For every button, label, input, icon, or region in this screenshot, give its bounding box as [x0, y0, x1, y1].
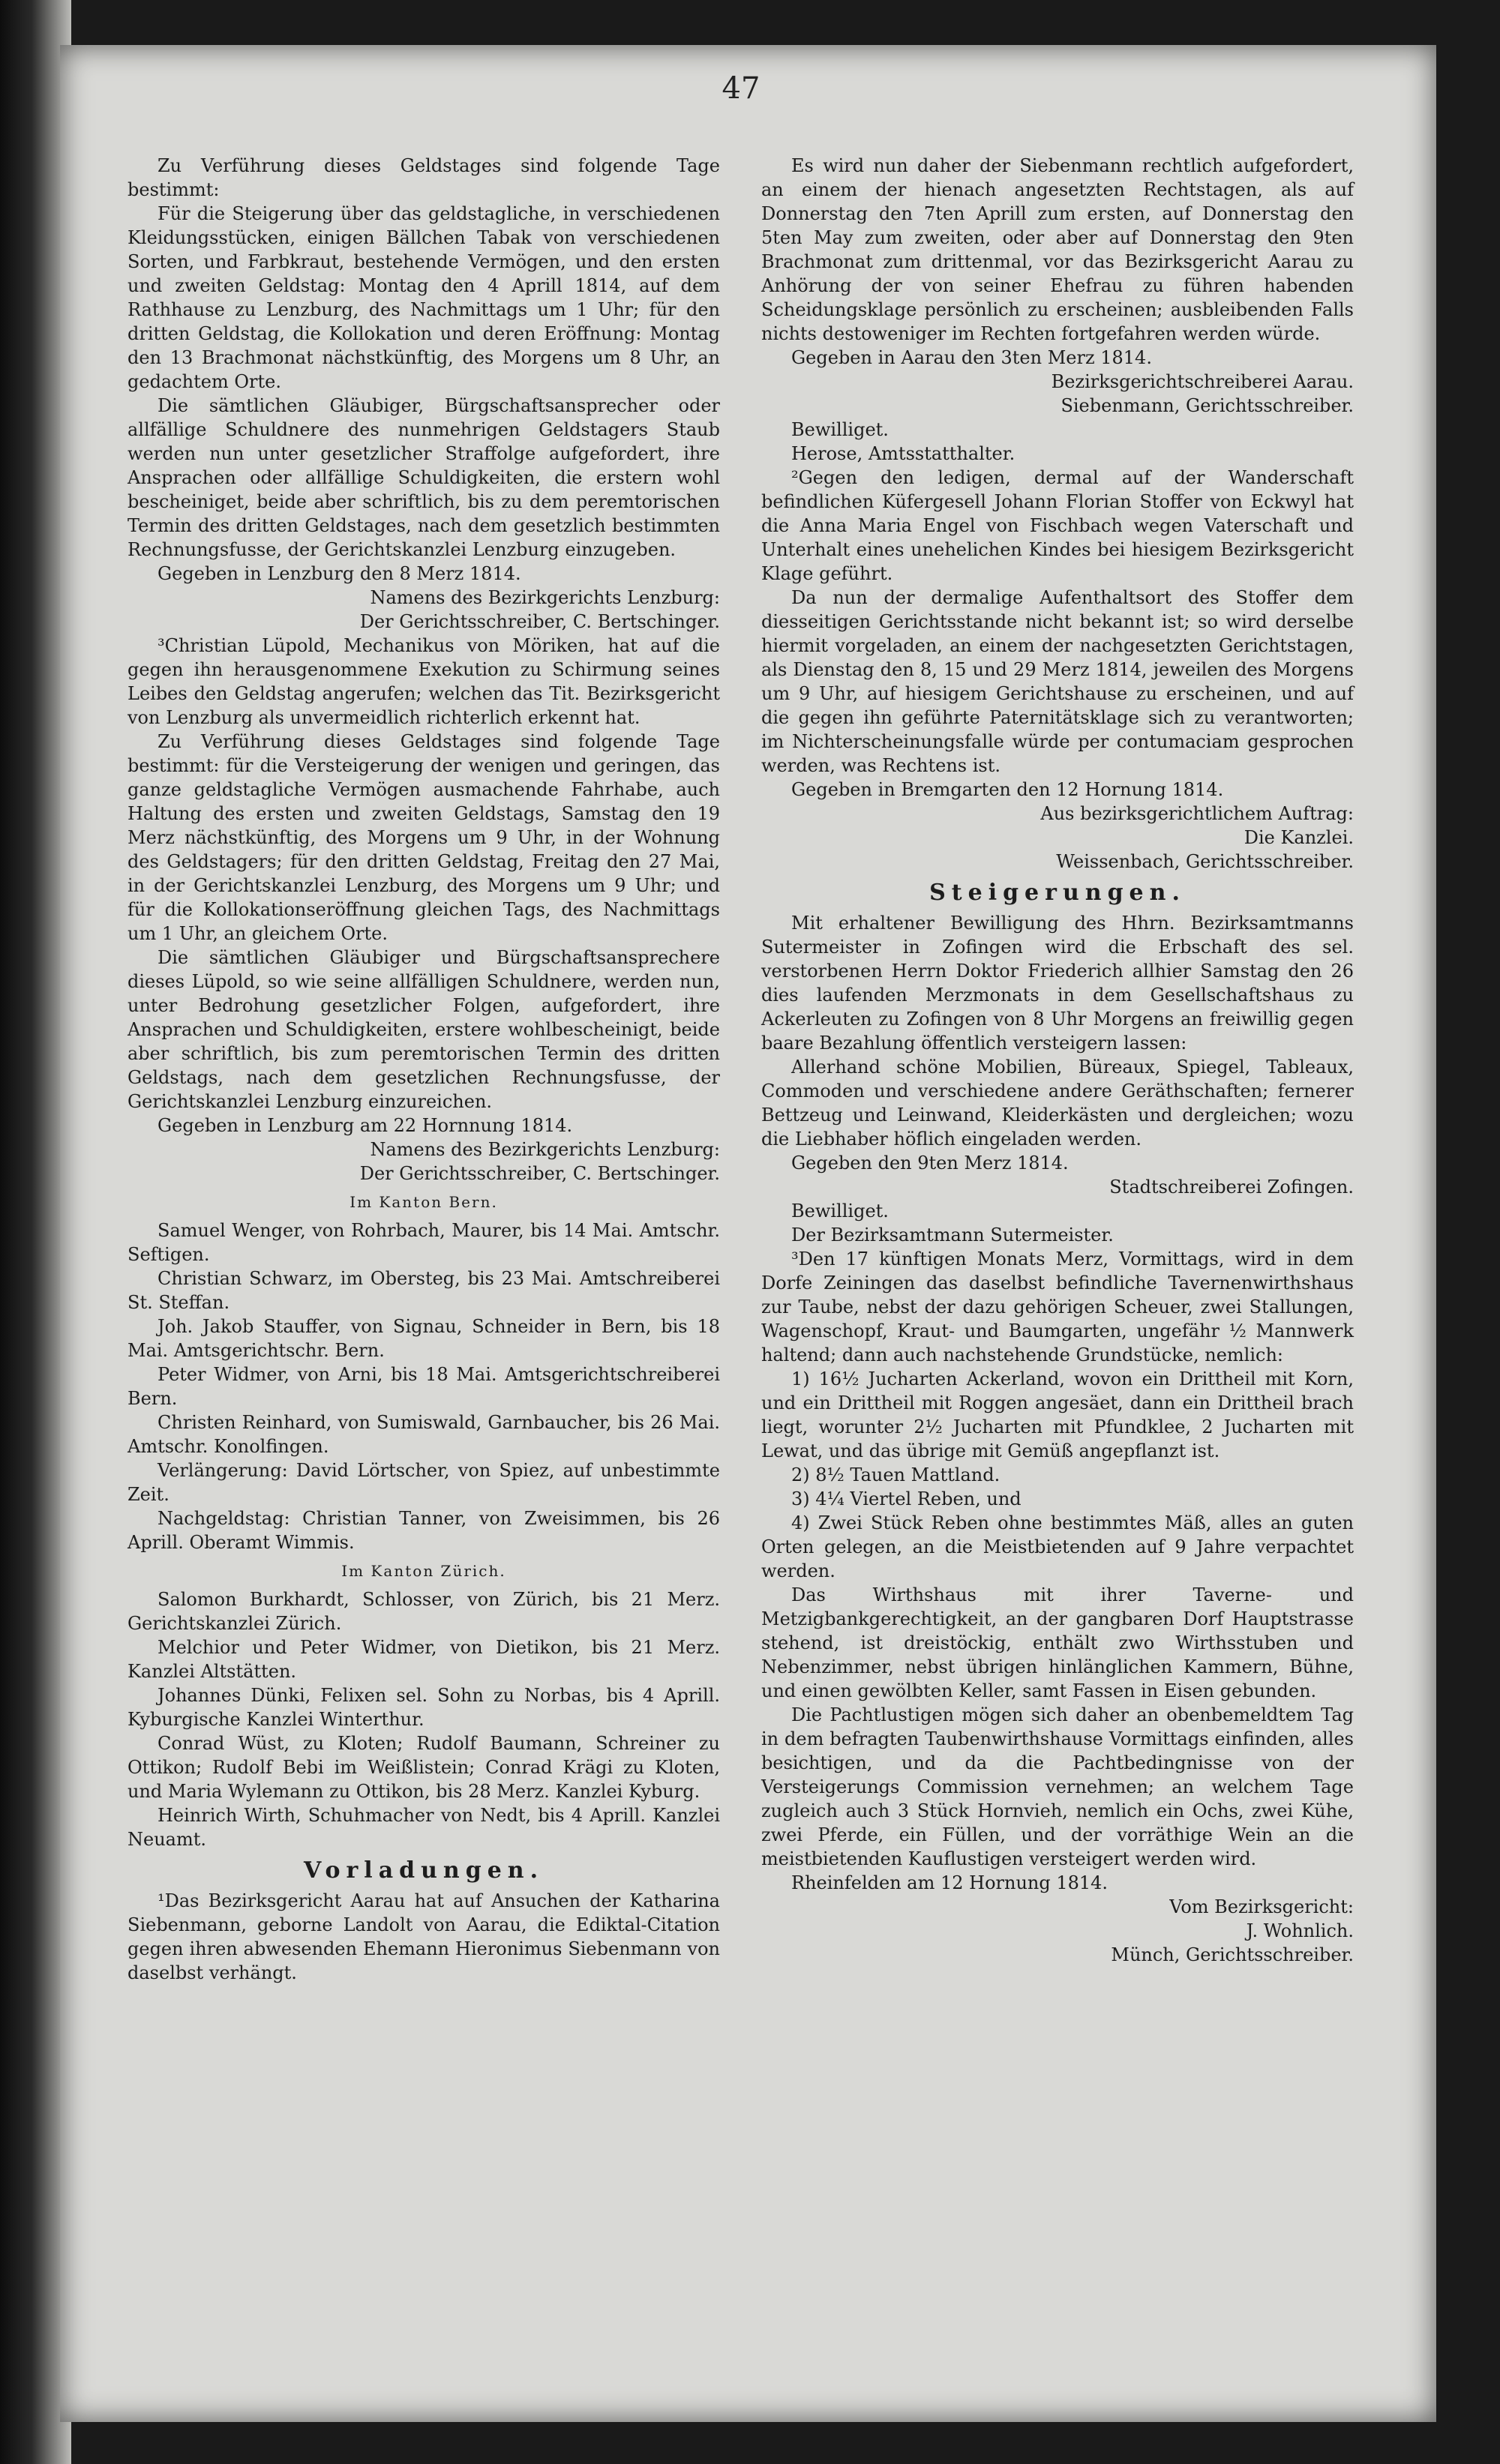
signature-line: Aus bezirksgerichtlichem Auftrag: [1040, 803, 1354, 824]
paragraph: Gegeben in Bremgarten den 12 Hornung 1814. [791, 779, 1224, 800]
paragraph: 4) Zwei Stück Reben ohne bestimmtes Mäß, alles an guten Orten gelegen, an die Meistbietenden auf 9 Jahre verpachtet werden. [761, 1512, 1354, 1581]
signature-line: Die Kanzlei. [1244, 827, 1354, 848]
paragraph: Allerhand schöne Mobilien, Büreaux, Spiegel, Tableaux, Commoden und verschiedene andere Geräthschaften; fernerer Bettzeug und Leinwand, Kleiderkästen und dergleichen; wozu die Liebhaber höflich eingeladen werden. [761, 1057, 1354, 1150]
paragraph: Melchior und Peter Widmer, von Dietikon, bis 21 Merz. Kanzlei Altstätten. [128, 1637, 720, 1682]
signature-line: J. Wohnlich. [1246, 1920, 1354, 1941]
paragraph: ²Gegen den ledigen, dermal auf der Wanderschaft befindlichen Küfergesell Johann Florian Stoffer von Eckwyl hat die Anna Maria Engel von Fischbach wegen Vaterschaft und Unterhalt eines unehelichen Kindes bei hiesigem Bezirksgericht Klage geführt. [761, 467, 1354, 584]
paragraph: Herose, Amtsstatthalter. [791, 443, 1016, 464]
paragraph: Gegeben in Lenzburg den 8 Merz 1814. [158, 563, 521, 584]
paragraph: Johannes Dünki, Felixen sel. Sohn zu Norbas, bis 4 Aprill. Kyburgische Kanzlei Winterthur. [128, 1685, 720, 1730]
paragraph: Joh. Jakob Stauffer, von Signau, Schneider in Bern, bis 18 Mai. Amtsgerichtschr. Bern. [128, 1316, 720, 1361]
signature-line: Vom Bezirksgericht: [1169, 1896, 1354, 1917]
paragraph: Conrad Wüst, zu Kloten; Rudolf Baumann, Schreiner zu Ottikon; Rudolf Bebi im Weißlistein; Conrad Krägi zu Kloten, und Maria Wylemann zu Ottikon, bis 28 Merz. Kanzlei Kyburg. [128, 1733, 720, 1802]
paragraph: Nachgeldstag: Christian Tanner, von Zweisimmen, bis 26 Aprill. Oberamt Wimmis. [128, 1508, 720, 1553]
signature-line: Namens des Bezirkgerichts Lenzburg: [370, 587, 720, 608]
paragraph: Christian Schwarz, im Obersteg, bis 23 Mai. Amtschreiberei St. Steffan. [128, 1268, 720, 1313]
paragraph: Salomon Burkhardt, Schlosser, von Zürich, bis 21 Merz. Gerichtskanzlei Zürich. [128, 1589, 720, 1634]
paragraph: Zu Verführung dieses Geldstages sind folgende Tage bestimmt: für die Versteigerung der wenigen und geringen, das ganze geldstagliche Vermögen ausmachende Fahrhabe, auch Haltung des ersten und zweiten Geldstags, Samstag den 19 Merz nächstkünftig, des Morgens um 9 Uhr, in der Wohnung des Geldstagers; für den dritten Geldstag, Freitag den 27 Mai, in der Gerichtskanzlei Lenzburg, des Morgens um 9 Uhr; und für die Kollokationseröffnung gleichen Tags, des Nachmittags um 1 Uhr, an gleichem Orte. [128, 731, 720, 944]
paragraph: Die sämtlichen Gläubiger und Bürgschaftsansprechere dieses Lüpold, so wie seine allfälligen Schuldnere, werden nun, unter Bedrohung gesetzlicher Folgen, aufgefordert, ihre Ansprachen und Schuldigkeiten, erstere wohlbescheinigt, beide aber schriftlich, bis zum peremtorischen Termin des dritten Geldstags, nach dem gesetzlichen Rechnungsfusse, der Gerichtskanzlei Lenzburg einzureichen. [128, 947, 720, 1112]
paragraph: Gegeben in Lenzburg am 22 Hornnung 1814. [158, 1115, 573, 1136]
left-column [128, 154, 720, 1985]
paragraph: Bewilliget. [791, 1201, 889, 1222]
subsection-heading: Im Kanton Bern. [350, 1193, 498, 1211]
signature-line: Siebenmann, Gerichtsschreiber. [1060, 395, 1354, 416]
paragraph: Zu Verführung dieses Geldstages sind folgende Tage bestimmt: [128, 155, 720, 200]
paragraph: Gegeben in Aarau den 3ten Merz 1814. [791, 347, 1152, 368]
signature-line: Bezirksgerichtschreiberei Aarau. [1051, 371, 1354, 392]
signature-line: Weissenbach, Gerichtsschreiber. [1056, 851, 1354, 872]
subsection-heading: Im Kanton Zürich. [341, 1562, 506, 1580]
paragraph: Rheinfelden am 12 Hornung 1814. [791, 1872, 1108, 1893]
signature-line: Stadtschreiberei Zofingen. [1109, 1177, 1354, 1198]
paragraph: ³Den 17 künftigen Monats Merz, Vormittags, wird in dem Dorfe Zeiningen das daselbst befindliche Tavernenwirthshaus zur Taube, nebst der dazu gehörigen Scheuer, zwei Stallungen, Wagenschopf, Kraut- und Baumgarten, ungefähr ½ Mannwerk haltend; dann auch nachstehende Grundstücke, nemlich: [761, 1248, 1354, 1365]
section-heading: Vorladungen. [303, 1857, 544, 1884]
right-column [761, 154, 1354, 1967]
signature-line: Der Gerichtsschreiber, C. Bertschinger. [359, 611, 720, 632]
signature-line: Der Gerichtsschreiber, C. Bertschinger. [359, 1163, 720, 1184]
paragraph: Bewilliget. [791, 419, 889, 440]
paragraph: 3) 4¼ Viertel Reben, und [791, 1488, 1022, 1509]
paragraph: Samuel Wenger, von Rohrbach, Maurer, bis 14 Mai. Amtschr. Seftigen. [128, 1220, 720, 1265]
paragraph: Da nun der dermalige Aufenthaltsort des Stoffer dem diesseitigen Gerichtsstande nicht bekannt ist; so wird derselbe hiermit vorgeladen, an einem der nachgesetzten Gerichtstagen, als Dienstag den 8, 15 und 29 Merz 1814, jeweilen des Morgens um 9 Uhr, auf hiesigem Gerichtshause zu erscheinen, und auf die gegen ihn geführte Paternitätsklage sich zu verantworten; im Nichterscheinungsfalle würde per contumaciam gesprochen werden, was Rechtens ist. [761, 587, 1354, 776]
paragraph: Verlängerung: David Lörtscher, von Spiez, auf unbestimmte Zeit. [128, 1460, 720, 1505]
paragraph: Für die Steigerung über das geldstagliche, in verschiedenen Kleidungsstücken, einigen Bällchen Tabak von verschiedenen Sorten, und Farbkraut, bestehende Vermögen, und den ersten und zweiten Geldstag: Montag den 4 Aprill 1814, auf dem Rathhause zu Lenzburg, des Nachmittags um 1 Uhr; für den dritten Geldstag, die Kollokation und deren Eröffnung: Montag den 13 Brachmonat nächstkünftig, des Morgens um 8 Uhr, an gedachtem Orte. [128, 203, 720, 392]
paragraph: Die sämtlichen Gläubiger, Bürgschaftsansprecher oder allfällige Schuldnere des nunmehrigen Geldstagers Staub werden nun unter gesetzlicher Straffolge aufgefordert, ihre Ansprachen oder allfällige Schuldigkeiten, die erstern wohl bescheiniget, beide aber schriftlich, bis zu dem peremtorischen Termin des dritten Geldstages, nach dem gesetzlich bestimmten Rechnungsfusse, der Gerichtskanzlei Lenzburg einzugeben. [128, 395, 720, 560]
paragraph: Der Bezirksamtmann Sutermeister. [791, 1225, 1114, 1245]
paragraph: Das Wirthshaus mit ihrer Taverne- und Metzigbankgerechtigkeit, an der gangbaren Dorf Hauptstrasse stehend, ist dreistöckig, enthält zwo Wirthsstuben und Nebenzimmer, nebst übrigen hinlänglichen Kammern, Bühne, und einen gewölbten Keller, samt Fassen in Eisen gebunden. [761, 1584, 1354, 1701]
paragraph: 2) 8½ Tauen Mattland. [791, 1464, 1000, 1485]
signature-line: Namens des Bezirkgerichts Lenzburg: [370, 1139, 720, 1160]
paragraph: Die Pachtlustigen mögen sich daher an obenbemeldtem Tag in dem befragten Taubenwirthshause Vormittags einfinden, alles besichtigen, und da die Pachtbedingnisse von der Versteigerungs Commission vernehmen; an welchem Tage zugleich auch 3 Stück Hornvieh, nemlich ein Ochs, zwei Kühe, zwei Pferde, ein Füllen, und der vorräthige Wein an die meistbietenden Kauflustigen versteigert werden wird. [761, 1704, 1354, 1869]
page-number: 47 [722, 71, 760, 106]
paragraph: Heinrich Wirth, Schuhmacher von Nedt, bis 4 Aprill. Kanzlei Neuamt. [128, 1805, 720, 1850]
signature-line: Münch, Gerichtsschreiber. [1111, 1944, 1354, 1965]
paragraph: Gegeben den 9ten Merz 1814. [791, 1153, 1069, 1174]
paragraph: ¹Das Bezirksgericht Aarau hat auf Ansuchen der Katharina Siebenmann, geborne Landolt von Aarau, die Ediktal-Citation gegen ihren abwesenden Ehemann Hieronimus Siebenmann von daselbst verhängt. [128, 1890, 720, 1983]
paragraph: Peter Widmer, von Arni, bis 18 Mai. Amtsgerichtschreiberei Bern. [128, 1364, 720, 1409]
paragraph: 1) 16½ Jucharten Ackerland, wovon ein Drittheil mit Korn, und ein Drittheil mit Roggen angesäet, dann ein Drittheil brach liegt, worunter 2½ Jucharten mit Pfundklee, 2 Jucharten mit Lewat, und das übrige mit Gemüß angepflanzt ist. [761, 1368, 1354, 1461]
section-heading: Steigerungen. [929, 880, 1186, 906]
paragraph: Mit erhaltener Bewilligung des Hhrn. Bezirksamtmanns Sutermeister in Zofingen wird die Erbschaft des sel. verstorbenen Herrn Doktor Friederich allhier Samstag den 26 dies laufenden Merzmonats in dem Gesellschaftshaus zu Ackerleuten zu Zofingen von 8 Uhr Morgens an freiwillig gegen baare Bezahlung öffentlich versteigern lassen: [761, 913, 1354, 1054]
paragraph: Christen Reinhard, von Sumiswald, Garnbaucher, bis 26 Mai. Amtschr. Konolfingen. [128, 1412, 720, 1457]
paragraph: ³Christian Lüpold, Mechanikus von Möriken, hat auf die gegen ihn herausgenommene Exekution zu Schirmung seines Leibes den Geldstag angerufen; welchen das Tit. Bezirksgericht von Lenzburg als unvermeidlich richterlich erkennt hat. [128, 635, 720, 728]
paragraph: Es wird nun daher der Siebenmann rechtlich aufgefordert, an einem der hienach angesetzten Rechtstagen, als auf Donnerstag den 7ten Aprill zum ersten, auf Donnerstag den 5ten May zum zweiten, oder aber auf Donnerstag den 9ten Brachmonat zum drittenmal, vor das Bezirksgericht Aarau zu Anhörung der von seiner Ehefrau zu führen habenden Scheidungsklage persönlich zu erscheinen; ausbleibenden Falls nichts destoweniger im Rechten fortgefahren werden würde. [761, 155, 1354, 344]
